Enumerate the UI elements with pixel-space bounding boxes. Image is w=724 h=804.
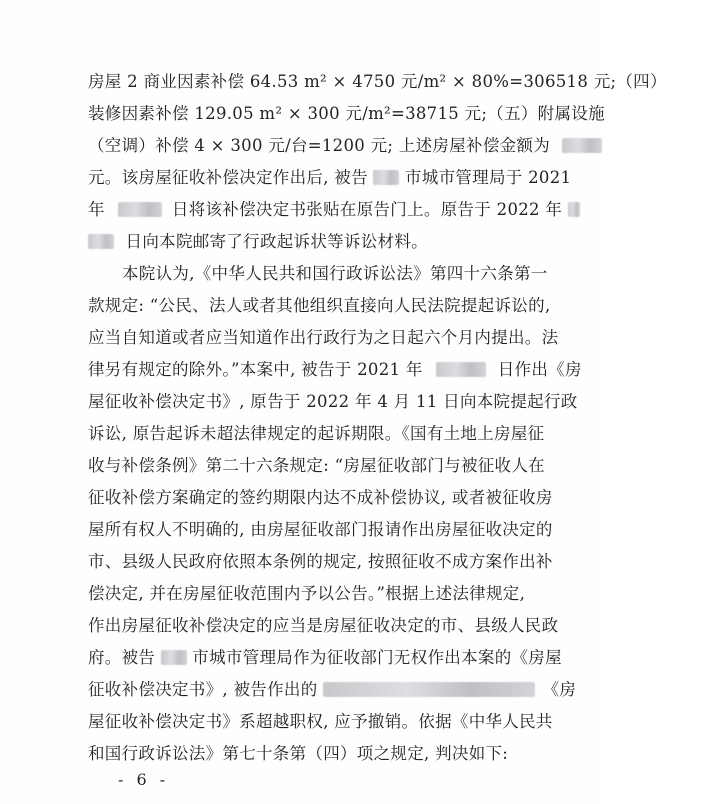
redaction-blur <box>323 682 535 697</box>
text-segment: 装修因素补偿 129.05 m² × 300 元/m²=38715 元;（五）附属设施 <box>88 104 605 123</box>
text-line-9 <box>0 328 690 348</box>
text-line-22 <box>0 744 690 764</box>
page-number: - 6 - <box>118 770 170 789</box>
text-segment: 和国行政诉讼法》第七十条第（四）项之规定, 判决如下: <box>88 744 509 763</box>
text-line-10 <box>0 360 690 380</box>
text-segment: 年 <box>88 200 105 219</box>
text-line-3 <box>0 136 690 156</box>
redaction-blur <box>118 202 162 217</box>
text-line-16 <box>0 552 690 572</box>
text-line-1 <box>0 72 690 92</box>
text-line-15 <box>0 520 690 540</box>
text-line-2 <box>0 104 690 124</box>
text-segment: 本院认为,《中华人民共和国行政诉讼法》第四十六条第一 <box>122 264 548 283</box>
text-line-19 <box>0 648 690 668</box>
text-segment: 应当自知道或者应当知道作出行政行为之日起六个月内提出。法 <box>88 328 559 347</box>
redaction-blur <box>562 138 602 153</box>
text-segment: 市城市管理局于 2021 <box>404 168 572 187</box>
text-line-14 <box>0 488 690 508</box>
text-line-7 <box>0 264 724 284</box>
text-segment: 房屋 2 商业因素补偿 64.53 m² × 4750 元/m² × 80%=306518 元;（四） <box>88 72 667 91</box>
text-segment: 市城市管理局作为征收部门无权作出本案的《房屋 <box>192 648 562 667</box>
text-line-17 <box>0 584 690 604</box>
redaction-blur <box>161 650 187 665</box>
text-segment: 府。被告 <box>88 648 156 667</box>
text-line-11 <box>0 392 690 412</box>
text-segment: （空调）补偿 4 × 300 元/台=1200 元; 上述房屋补偿金额为 <box>88 136 551 155</box>
text-line-5 <box>0 200 690 220</box>
text-line-8 <box>0 296 690 316</box>
text-segment: 屋征收补偿决定书》系超越职权, 应予撤销。依据《中华人民共 <box>88 712 553 731</box>
text-segment: 作出房屋征收补偿决定的应当是房屋征收决定的市、县级人民政 <box>88 616 559 635</box>
text-line-20 <box>0 680 690 700</box>
text-segment: 偿决定, 并在房屋征收范围内予以公告。”根据上述法律规定, <box>88 584 526 603</box>
text-segment: 收与补偿条例》第二十六条规定: “房屋征收部门与被征收人在 <box>88 456 545 475</box>
redaction-blur <box>373 170 399 185</box>
text-segment: 律另有规定的除外。”本案中, 被告于 2021 年 <box>88 360 423 379</box>
text-segment: 征收补偿决定书》, 被告作出的 <box>88 680 318 699</box>
text-line-18 <box>0 616 690 636</box>
text-segment: 日向本院邮寄了行政起诉状等诉讼材料。 <box>125 232 428 251</box>
text-line-4 <box>0 168 690 188</box>
text-segment: 征收补偿方案确定的签约期限内达不成补偿协议, 或者被征收房 <box>88 488 553 507</box>
text-segment: 屋征收补偿决定书》, 原告于 2022 年 4 月 11 日向本院提起行政 <box>88 392 578 411</box>
text-segment: 元。该房屋征收补偿决定作出后, 被告 <box>88 168 368 187</box>
text-segment: 屋所有权人不明确的, 由房屋征收部门报请作出房屋征收决定的 <box>88 520 553 539</box>
text-segment: 日作出《房 <box>497 360 582 379</box>
text-segment: 市、县级人民政府依照本条例的规定, 按照征收不成方案作出补 <box>88 552 553 571</box>
text-segment: 《房 <box>542 680 577 699</box>
text-segment: 款规定: “公民、法人或者其他组织直接向人民法院提起诉讼的, <box>88 296 551 315</box>
redaction-blur <box>568 202 580 217</box>
text-segment: 诉讼, 原告起诉未超法律规定的起诉期限。《国有土地上房屋征 <box>88 424 545 443</box>
text-segment: 日将该补偿决定书张贴在原告门上。原告于 2022 年 <box>171 200 563 219</box>
text-line-6 <box>0 232 690 252</box>
text-line-13 <box>0 456 690 476</box>
redaction-blur <box>436 362 486 377</box>
redaction-blur <box>88 234 114 249</box>
text-line-12 <box>0 424 690 444</box>
text-line-21 <box>0 712 690 732</box>
